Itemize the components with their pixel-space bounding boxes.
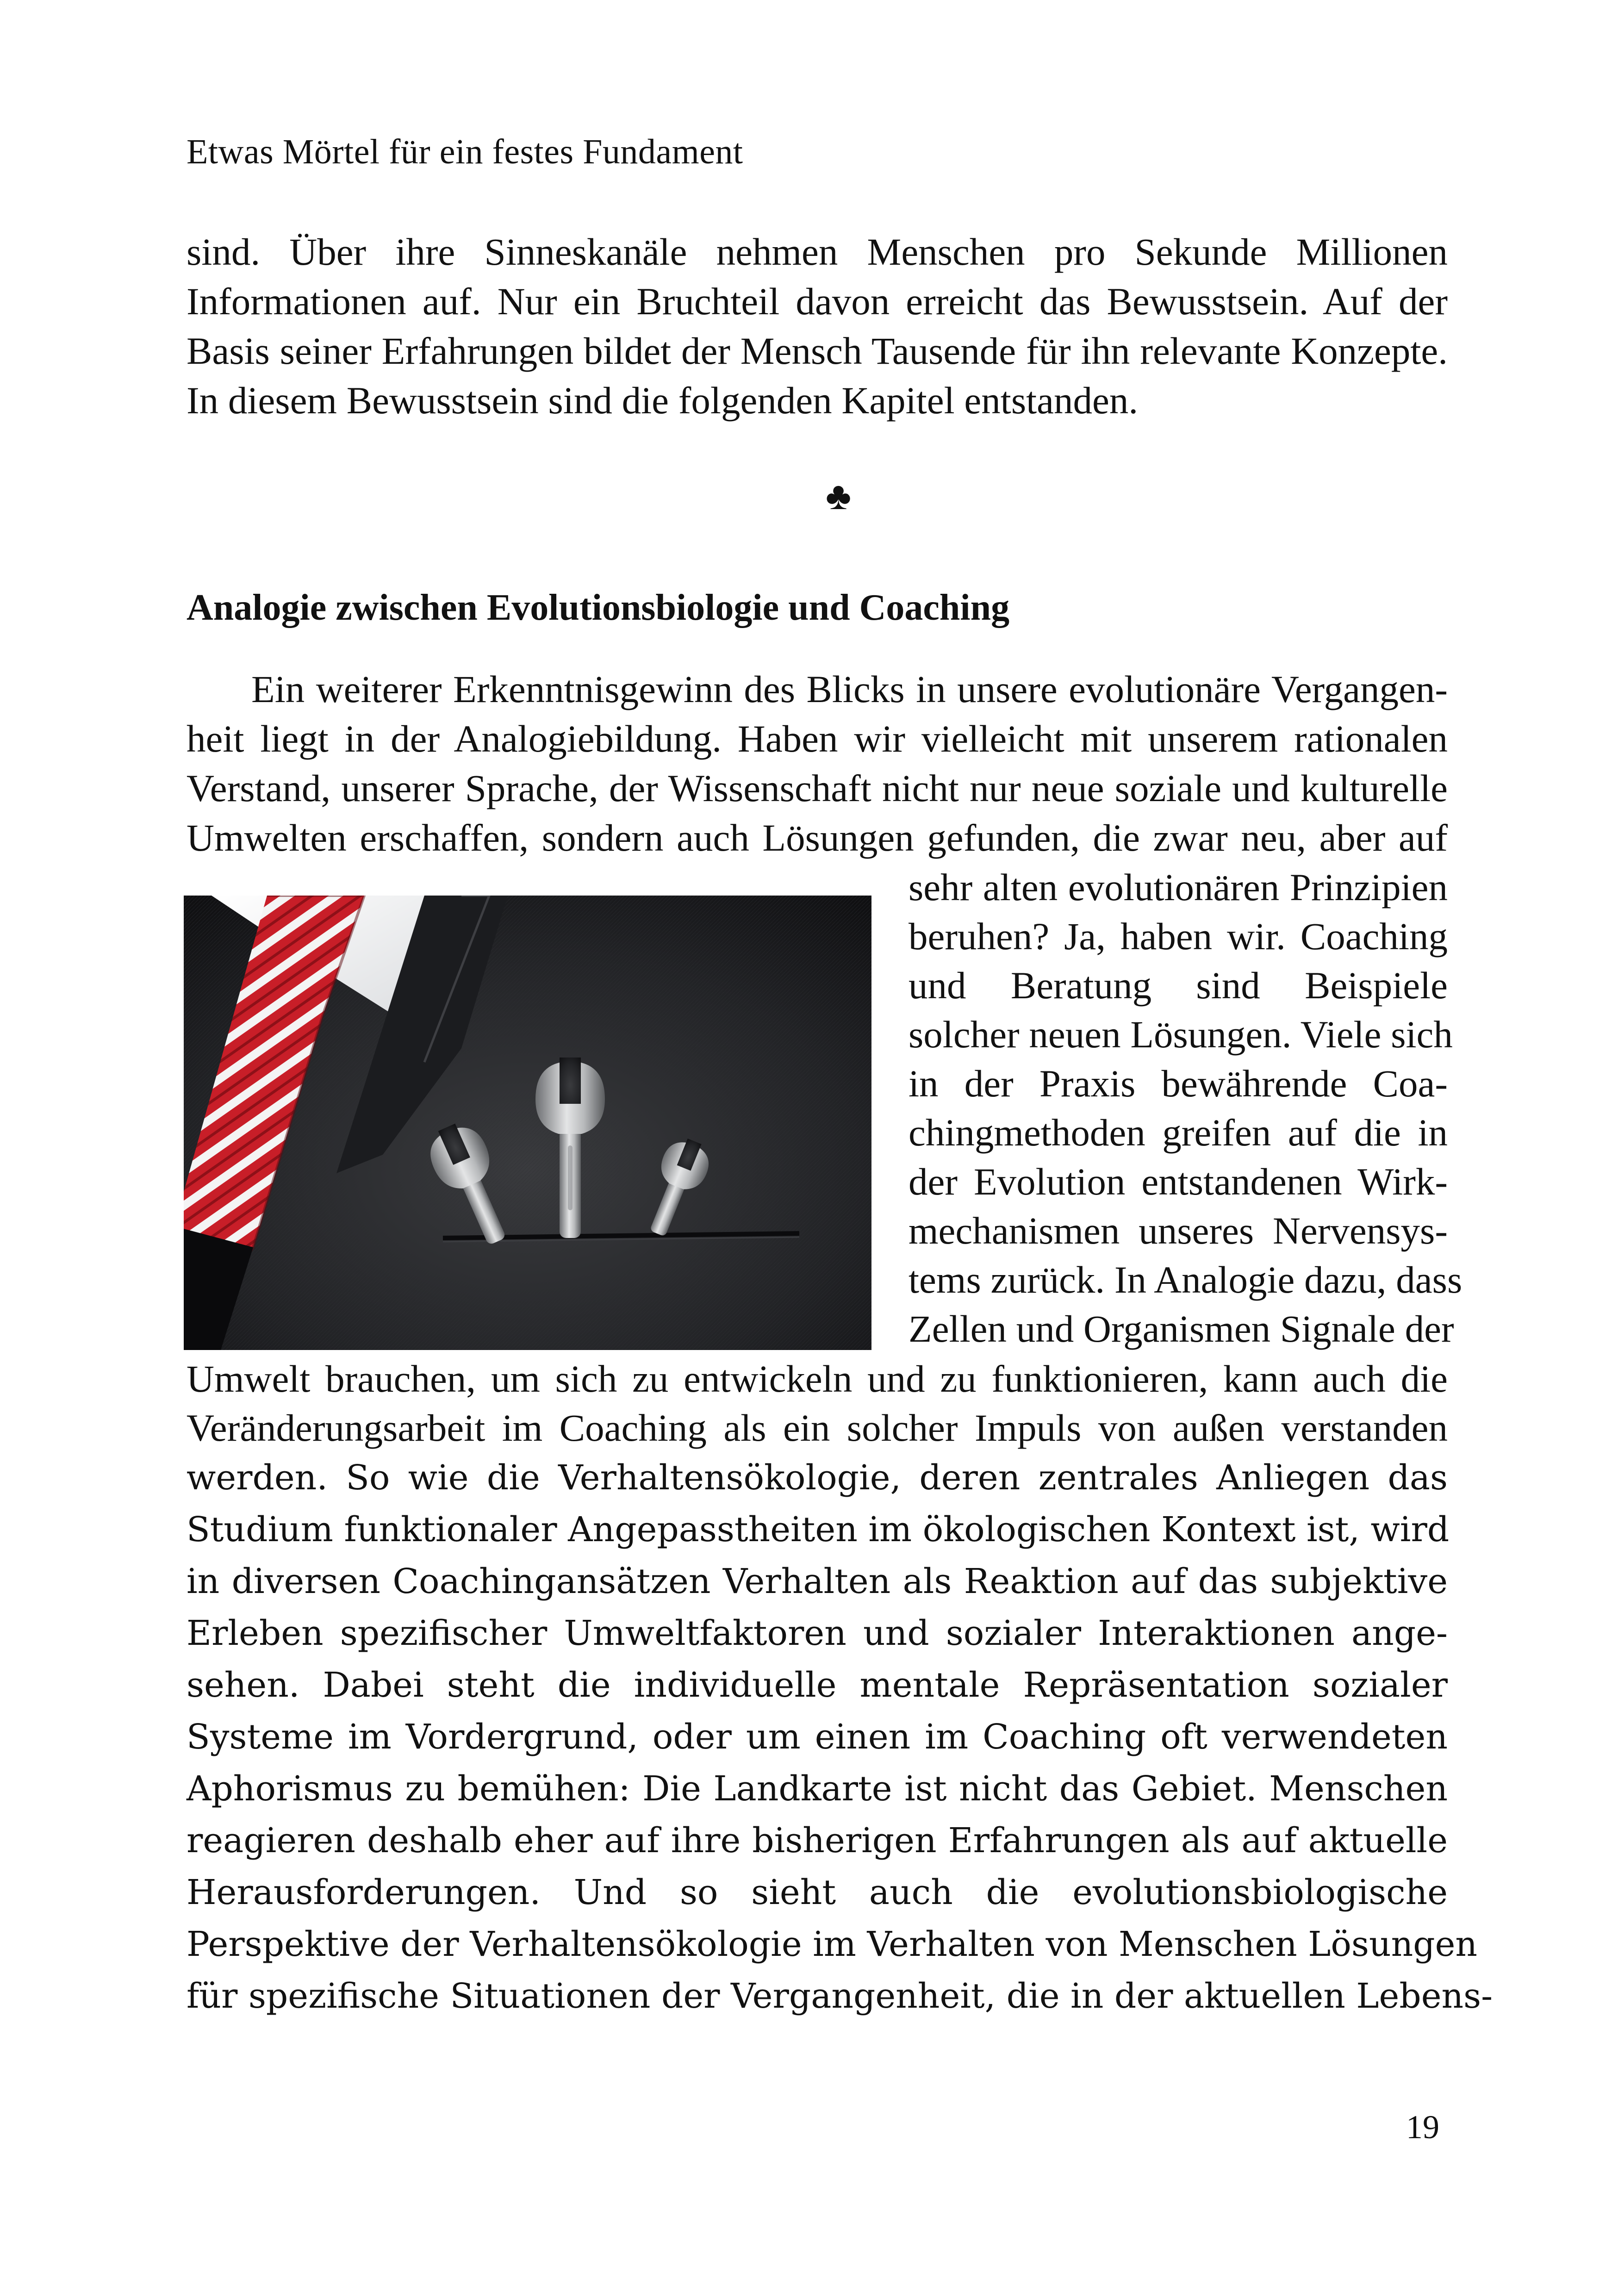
text-line: Basis seiner Erfahrungen bildet der Mensch Tausende für ihn relevante Konzepte. (187, 330, 1448, 372)
text-line: werden. So wie die Verhaltensökologie, deren zentrales Anliegen das (187, 1458, 1448, 1498)
text-line: beruhen? Ja, haben wir. Coaching (909, 915, 1448, 958)
text-line: Verstand, unserer Sprache, der Wissenschaft nicht nur neue soziale und kulturelle (187, 767, 1448, 809)
text-line: reagieren deshalb eher auf ihre bisherigen Erfahrungen als auf aktuelle (187, 1821, 1448, 1860)
text-line: chingmethoden greifen auf die in (909, 1111, 1448, 1154)
text-line: solcher neuen Lösungen. Viele sich (909, 1013, 1453, 1056)
page-number: 19 (1406, 2109, 1439, 2146)
text-line: mechanismen unseres Nervensys- (909, 1209, 1448, 1252)
text-line: in der Praxis bewährende Coa- (909, 1062, 1448, 1105)
text-line: Veränderungsarbeit im Coaching als ein solcher Impuls von außen verstanden (187, 1406, 1448, 1449)
text-line: sehen. Dabei steht die individuelle mentale Repräsentation sozialer (187, 1665, 1448, 1705)
text-line: Perspektive der Verhaltensökologie im Verhalten von Menschen Lösungen (187, 1924, 1478, 1964)
suit-wrenches-photo (184, 896, 871, 1350)
text-line: Zellen und Organismen Signale der (909, 1307, 1454, 1350)
text-line: Informationen auf. Nur ein Bruchteil davon erreicht das Bewusstsein. Auf der (187, 280, 1448, 323)
text-line: Ein weiterer Erkenntnisgewinn des Blicks in unsere evolutionäre Vergangen- (251, 668, 1448, 710)
text-line: der Evolution entstandenen Wirk- (909, 1160, 1448, 1203)
club-separator-icon: ♣ (826, 475, 852, 518)
text-line: sehr alten evolutionären Prinzipien (909, 866, 1448, 908)
text-line: Aphorismus zu bemühen: Die Landkarte ist nicht das Gebiet. Menschen (187, 1769, 1448, 1809)
text-line: sind. Über ihre Sinneskanäle nehmen Menschen pro Sekunde Millionen (187, 230, 1448, 273)
text-line: Studium funktionaler Angepasstheiten im ökologischen Kontext ist, wird (187, 1510, 1450, 1549)
text-line: Herausforderungen. Und so sieht auch die evolutionsbiologische (187, 1873, 1448, 1912)
text-line: In diesem Bewusstsein sind die folgenden Kapitel entstanden. (187, 379, 1139, 422)
text-line: tems zurück. In Analogie dazu, dass (909, 1258, 1462, 1301)
text-line: für spezifische Situationen der Vergangenheit, die in der aktuellen Lebens- (187, 1976, 1493, 2016)
text-line: heit liegt in der Analogiebildung. Haben wir vielleicht mit unserem rationalen (187, 717, 1448, 760)
text-line: und Beratung sind Beispiele (909, 964, 1448, 1007)
section-heading: Analogie zwischen Evolutionsbiologie und Coaching (187, 587, 1010, 628)
text-line: Umwelten erschaffen, sondern auch Lösungen gefunden, die zwar neu, aber auf (187, 816, 1448, 859)
text-line: Systeme im Vordergrund, oder um einen im Coaching oft verwendeten (187, 1717, 1448, 1757)
text-line: Erleben spezifischer Umweltfaktoren und sozialer Interaktionen ange- (187, 1613, 1448, 1653)
text-line: Umwelt brauchen, um sich zu entwickeln und zu funktionieren, kann auch die (187, 1357, 1448, 1400)
running-header: Etwas Mörtel für ein festes Fundament (187, 132, 743, 171)
text-line: in diversen Coachingansätzen Verhalten als Reaktion auf das subjektive (187, 1562, 1448, 1601)
